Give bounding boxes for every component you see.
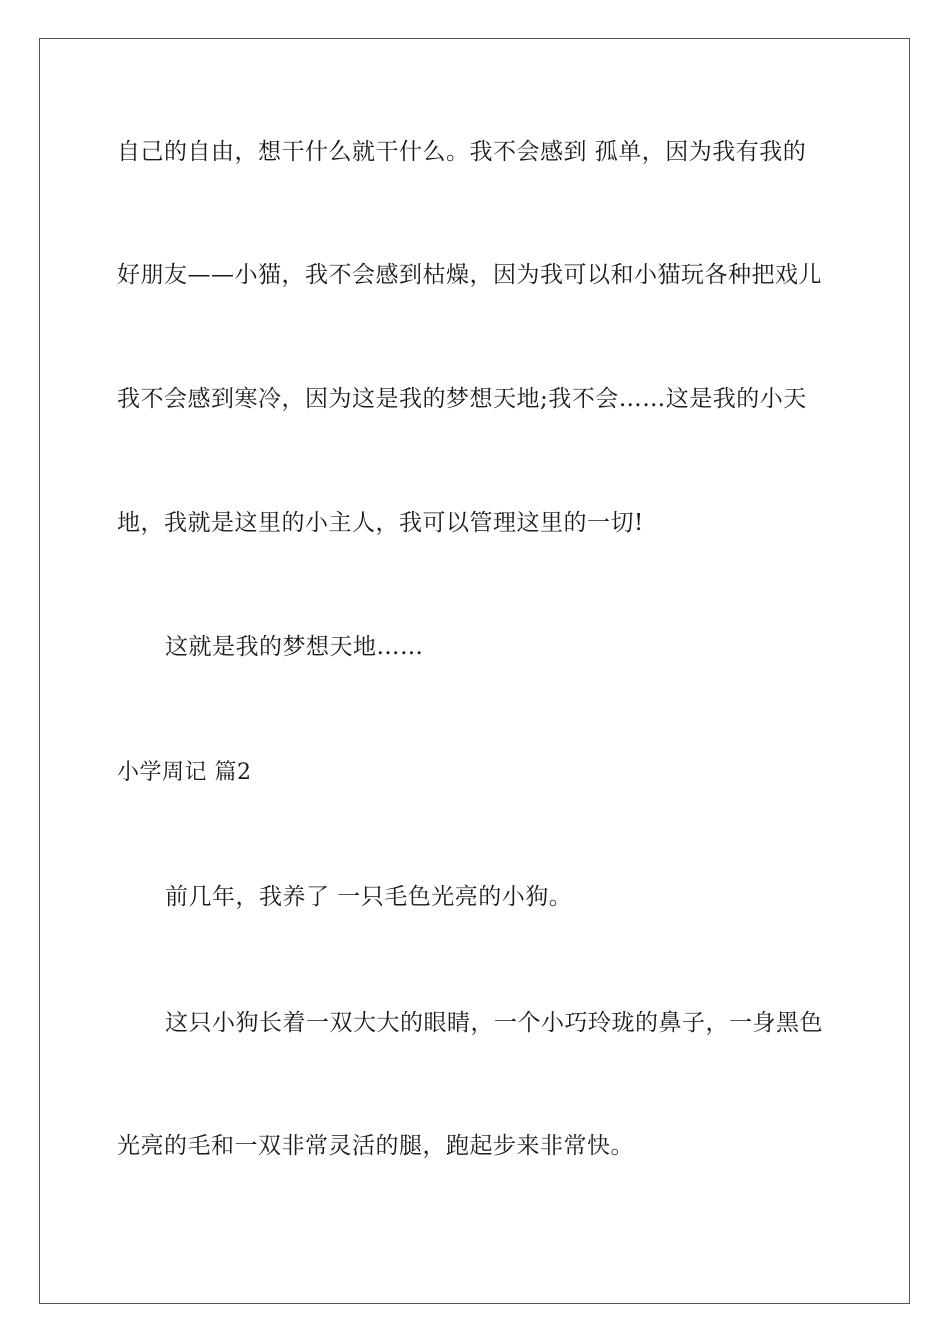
paragraph-line-3: 我不会感到寒冷，因为这是我的梦想天地;我不会……这是我的小天 <box>117 386 807 412</box>
section-heading: 小学周记 篇2 <box>117 760 252 785</box>
paragraph-line-4: 地，我就是这里的小主人，我可以管理这里的一切! <box>117 510 644 536</box>
paragraph-line-2: 好朋友——小猫，我不会感到枯燥，因为我可以和小猫玩各种把戏儿 <box>117 262 822 288</box>
paragraph-line-5: 这就是我的梦想天地…… <box>165 634 424 660</box>
page-frame <box>39 38 910 1304</box>
paragraph-line-1: 自己的自由，想干什么就干什么。我不会感到 孤单，因为我有我的 <box>117 139 807 165</box>
section2-line-2: 这只小狗长着一双大大的眼睛，一个小巧玲珑的鼻子，一身黑色 <box>165 1010 823 1036</box>
section2-line-3: 光亮的毛和一双非常灵活的腿，跑起步来非常快。 <box>117 1133 634 1159</box>
section2-line-1: 前几年，我养了 一只毛色光亮的小狗。 <box>165 884 573 910</box>
